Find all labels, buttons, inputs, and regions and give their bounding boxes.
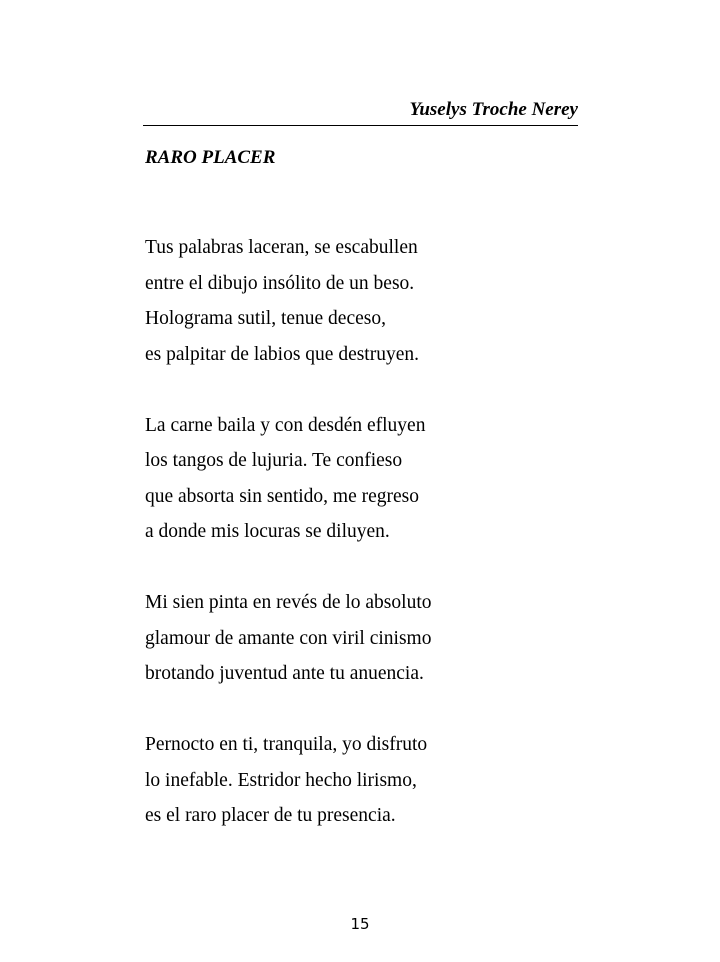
poem-line: entre el dibujo insólito de un beso.	[145, 272, 415, 294]
poem-title: RARO PLACER	[145, 147, 276, 168]
stanza-1	[145, 236, 431, 378]
header-rule	[143, 125, 578, 126]
poem-line: Pernocto en ti, tranquila, yo disfruto	[145, 734, 428, 755]
poem-line: Mi sien pinta en revés de lo absoluto	[145, 592, 432, 613]
poem-line: los tangos de lujuria. Te confieso	[145, 450, 403, 471]
poem-line: es el raro placer de tu presencia.	[145, 805, 396, 826]
stanza-4	[145, 733, 431, 840]
poem-line: glamour de amante con viril cinismo	[145, 627, 432, 649]
stanza-3	[145, 591, 431, 698]
poem-line: Tus palabras laceran, se escabullen	[145, 237, 418, 258]
poem-line: que absorta sin sentido, me regreso	[145, 485, 420, 507]
poem-line: lo inefable. Estridor hecho lirismo,	[145, 769, 417, 791]
poem-line: brotando juventud ante tu anuencia.	[145, 663, 424, 684]
stanza-2	[145, 414, 431, 556]
poem-line: a donde mis locuras se diluyen.	[145, 521, 390, 542]
poem-line: La carne baila y con desdén efluyen	[145, 414, 426, 436]
poem-line: Holograma sutil, tenue deceso,	[145, 308, 386, 329]
running-header-author: Yuselys Troche Nerey	[409, 99, 578, 120]
poem-body	[145, 236, 431, 875]
poem-line: es palpitar de labios que destruyen.	[145, 343, 419, 365]
page-number: 15	[350, 915, 370, 933]
